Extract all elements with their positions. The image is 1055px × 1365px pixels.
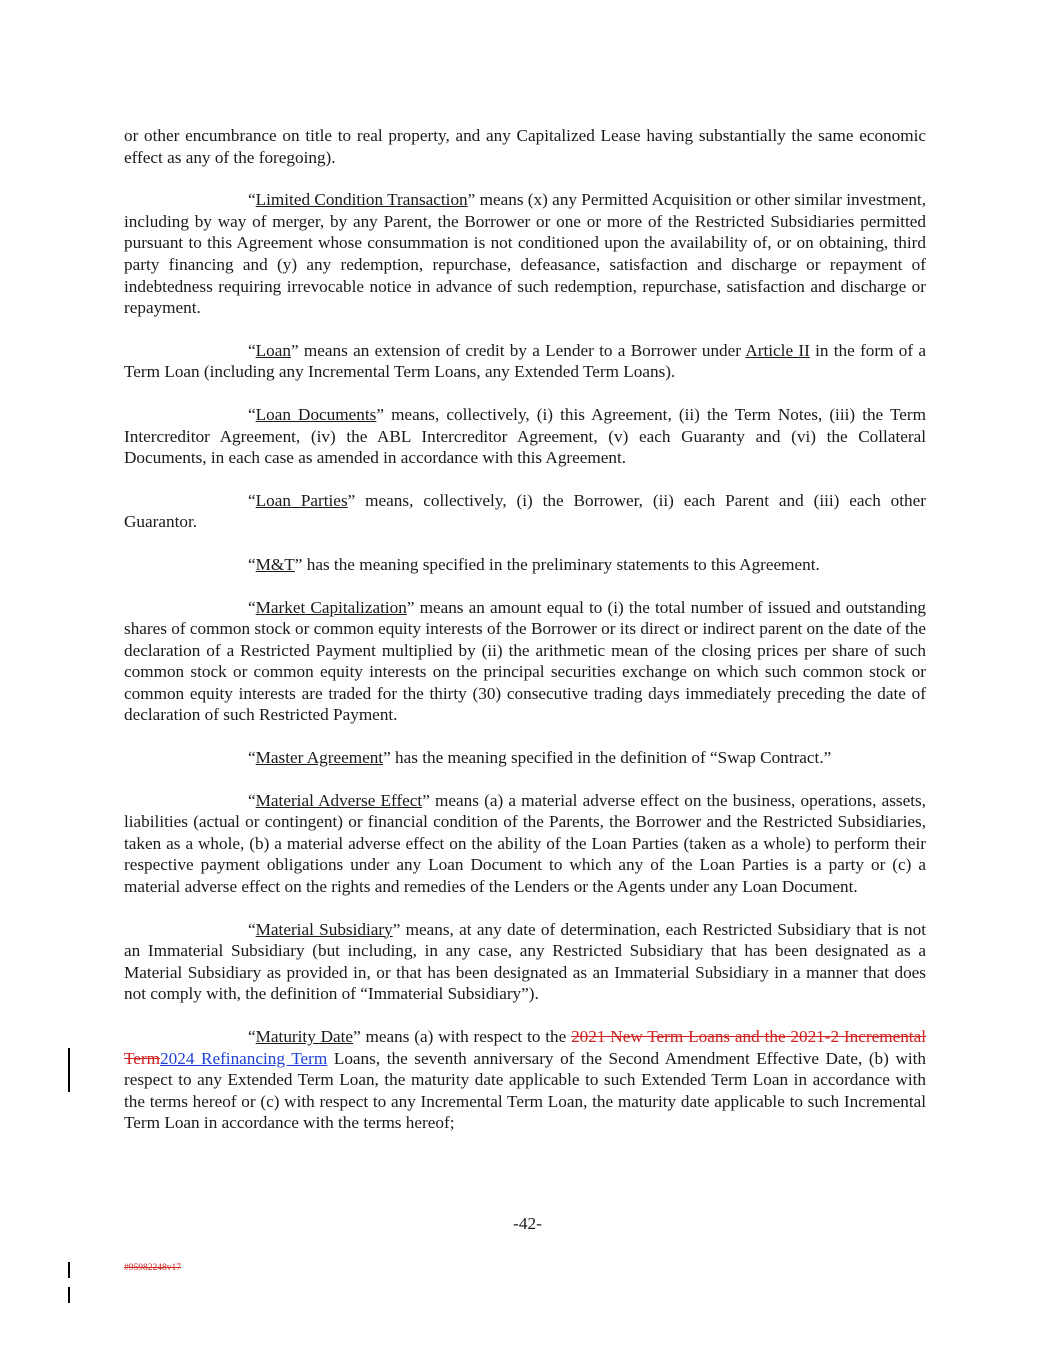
def-market-capitalization: “Market Capitalization” means an amount equal to (i) the total number of issued and outstanding shares of common stock or common equity interests of the Borrower or its direct or indirect parent on the date of the declaration of a Restricted Payment multiplied by (ii) the arithmetic mean of the closing prices per share of such common stock or common equity interests on the principal securities exchange on which such common stock or common equity interests are traded for the thirty (30) consecutive trading days immediately preceding the date of declaration of such Restricted Payment.	[124, 597, 927, 725]
defined-term: Material Subsidiary	[255, 919, 393, 939]
document-body	[124, 125, 926, 1155]
defined-term: Loan Parties	[255, 490, 348, 510]
def-mt: “M&T” has the meaning specified in the preliminary statements to this Agreement.	[248, 554, 820, 574]
change-bar-maturity	[68, 1048, 70, 1092]
def-material-subsidiary: “Material Subsidiary” means, at any date of determination, each Restricted Subsidiary that is not an Immaterial Subsidiary (but including, in any case, any Restricted Subsidiary that has been designated as a Material Subsidiary as provided in, or that has been designated as an Immaterial Subsidiary in a manner that does not comply with, the definition of “Immaterial Subsidiary”).	[124, 919, 927, 1004]
cross-reference: Article II	[745, 340, 810, 360]
change-bar-footer-1	[68, 1262, 70, 1278]
defined-term: Material Adverse Effect	[255, 790, 423, 810]
def-loan-parties: “Loan Parties” means, collectively, (i) the Borrower, (ii) each Parent and (iii) each other Guarantor.	[124, 490, 926, 532]
defined-term: Master Agreement	[255, 748, 384, 768]
def-master-agreement: “Master Agreement” has the meaning specified in the definition of “Swap Contract.”	[248, 748, 832, 768]
intro-paragraph: or other encumbrance on title to real property, and any Capitalized Lease having substantially the same economic effect as any of the foregoing).	[124, 126, 926, 167]
inserted-text: 2024 Refinancing Term	[160, 1048, 328, 1068]
defined-term: Limited Condition Transaction	[255, 190, 468, 210]
change-bar-footer-2	[68, 1287, 70, 1303]
def-loan-documents: “Loan Documents” means, collectively, (i) this Agreement, (ii) the Term Notes, (iii) the Term Intercreditor Agreement, (iv) the ABL Intercreditor Agreement, (v) each Guaranty and (vi) the Collateral Documents, in each case as amended in accordance with this Agreement.	[124, 404, 926, 468]
defined-term: Loan Documents	[255, 404, 377, 424]
defined-term: M&T	[255, 554, 295, 574]
def-material-adverse-effect: “Material Adverse Effect” means (a) a material adverse effect on the business, operations, assets, liabilities (actual or contingent) or financial condition of the Parents, the Borrower and the Restricted Subsidiaries, taken as a whole, (b) a material adverse effect on the ability of the Loan Parties (taken as a whole) to perform their respective payment obligations under any Loan Document to which any of the Loan Parties is a party or (c) a material adverse effect on the rights and remedies of the Lenders or the Agents under any Loan Document.	[124, 790, 926, 897]
def-limited-condition-transaction: “Limited Condition Transaction” means (x) any Permitted Acquisition or other similar investment, including by way of merger, by any Parent, the Borrower or one or more of the Restricted Subsidiaries permitted pursuant to this Agreement whose consummation is not conditioned upon the availability of, or on obtaining, third party financing and (y) any redemption, repurchase, defeasance, satisfaction and discharge or repayment of indebtedness requiring irrevocable notice in advance of such redemption, repurchase, satisfaction and discharge or repayment.	[124, 190, 926, 318]
defined-term: Market Capitalization	[255, 597, 407, 617]
deleted-text: 2021 New Term Loans and the 2021-2 Incremental Term	[124, 1027, 926, 1068]
defined-term: Maturity Date	[255, 1027, 354, 1046]
document-id: #95982248v17	[124, 1263, 181, 1273]
defined-term: Loan	[255, 340, 291, 360]
page-number: -42-	[513, 1214, 542, 1233]
def-maturity-date: “Maturity Date” means (a) with respect to the 2021 New Term Loans and the 2021-2 Incremental Term2024 Refinancing Term Loans, the seventh anniversary of the Second Amendment Effective Date, (b) with respect to any Extended Term Loan, the maturity date applicable to such Extended Term Loan in accordance with the terms hereof or (c) with respect to any Incremental Term Loan, the maturity date applicable to such Incremental Term Loan in accordance with the terms hereof;	[124, 1027, 927, 1133]
def-loan: “Loan” means an extension of credit by a Lender to a Borrower under Article II in the form of a Term Loan (including any Incremental Term Loans, any Extended Term Loans).	[124, 340, 927, 382]
